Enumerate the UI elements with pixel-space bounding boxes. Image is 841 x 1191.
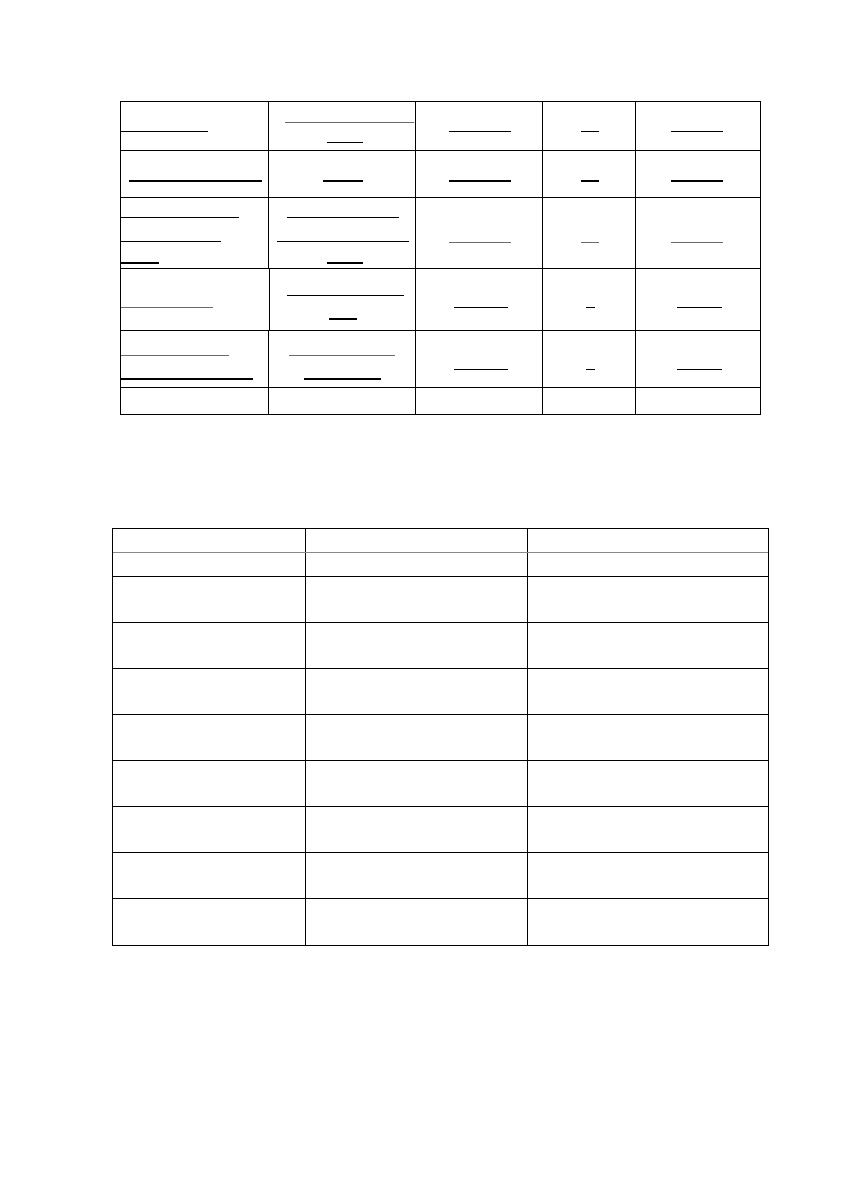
blank-underline	[671, 180, 723, 182]
blank-underline	[327, 142, 363, 143]
form-table	[120, 101, 761, 415]
blank-underline	[121, 262, 159, 264]
blank-underline	[586, 369, 595, 370]
blank-underline	[329, 318, 357, 320]
grid-table-row-divider	[113, 852, 768, 853]
form-table-row-divider	[121, 197, 760, 198]
blank-underline	[121, 217, 239, 218]
form-table-col-divider	[268, 102, 269, 268]
blank-underline	[121, 241, 221, 242]
blank-underline	[277, 241, 409, 242]
blank-underline	[304, 378, 381, 380]
blank-underline	[121, 307, 213, 308]
grid-table	[112, 528, 769, 946]
grid-table-row-divider	[113, 714, 768, 715]
blank-underline	[323, 180, 363, 182]
blank-underline	[454, 369, 508, 370]
blank-underline	[677, 369, 722, 370]
blank-underline	[327, 262, 363, 264]
blank-underline	[121, 131, 208, 132]
form-table-row-divider	[121, 268, 760, 269]
form-table-col-divider	[542, 102, 543, 414]
blank-underline	[449, 180, 511, 182]
blank-underline	[285, 122, 414, 123]
blank-underline	[581, 131, 599, 132]
blank-underline	[581, 180, 599, 182]
blank-underline	[287, 217, 399, 218]
grid-table-row-divider	[113, 760, 768, 761]
blank-underline	[121, 378, 253, 380]
form-table-row-divider	[121, 330, 760, 331]
grid-table-row-divider	[113, 622, 768, 623]
form-table-row-divider	[121, 150, 760, 151]
grid-table-row-divider	[113, 576, 768, 577]
blank-underline	[449, 131, 511, 132]
blank-underline	[671, 242, 723, 243]
blank-underline	[671, 131, 723, 132]
blank-underline	[586, 307, 595, 308]
form-table-col-divider	[268, 330, 269, 414]
grid-table-row-divider	[113, 898, 768, 899]
form-table-row-divider	[121, 387, 760, 388]
grid-table-col-divider	[305, 529, 306, 945]
grid-table-row-divider	[113, 806, 768, 807]
blank-underline	[289, 355, 395, 356]
blank-underline	[287, 295, 404, 296]
grid-table-col-divider	[527, 529, 528, 945]
form-table-col-divider	[415, 102, 416, 414]
form-table-col-divider	[635, 102, 636, 414]
form-table-col-divider	[269, 268, 270, 330]
blank-underline	[129, 180, 262, 182]
grid-table-row-divider	[113, 552, 768, 553]
blank-underline	[677, 307, 722, 308]
blank-underline	[449, 242, 511, 243]
grid-table-row-divider	[113, 668, 768, 669]
blank-underline	[581, 242, 599, 243]
blank-underline	[121, 355, 229, 356]
blank-underline	[454, 307, 508, 308]
